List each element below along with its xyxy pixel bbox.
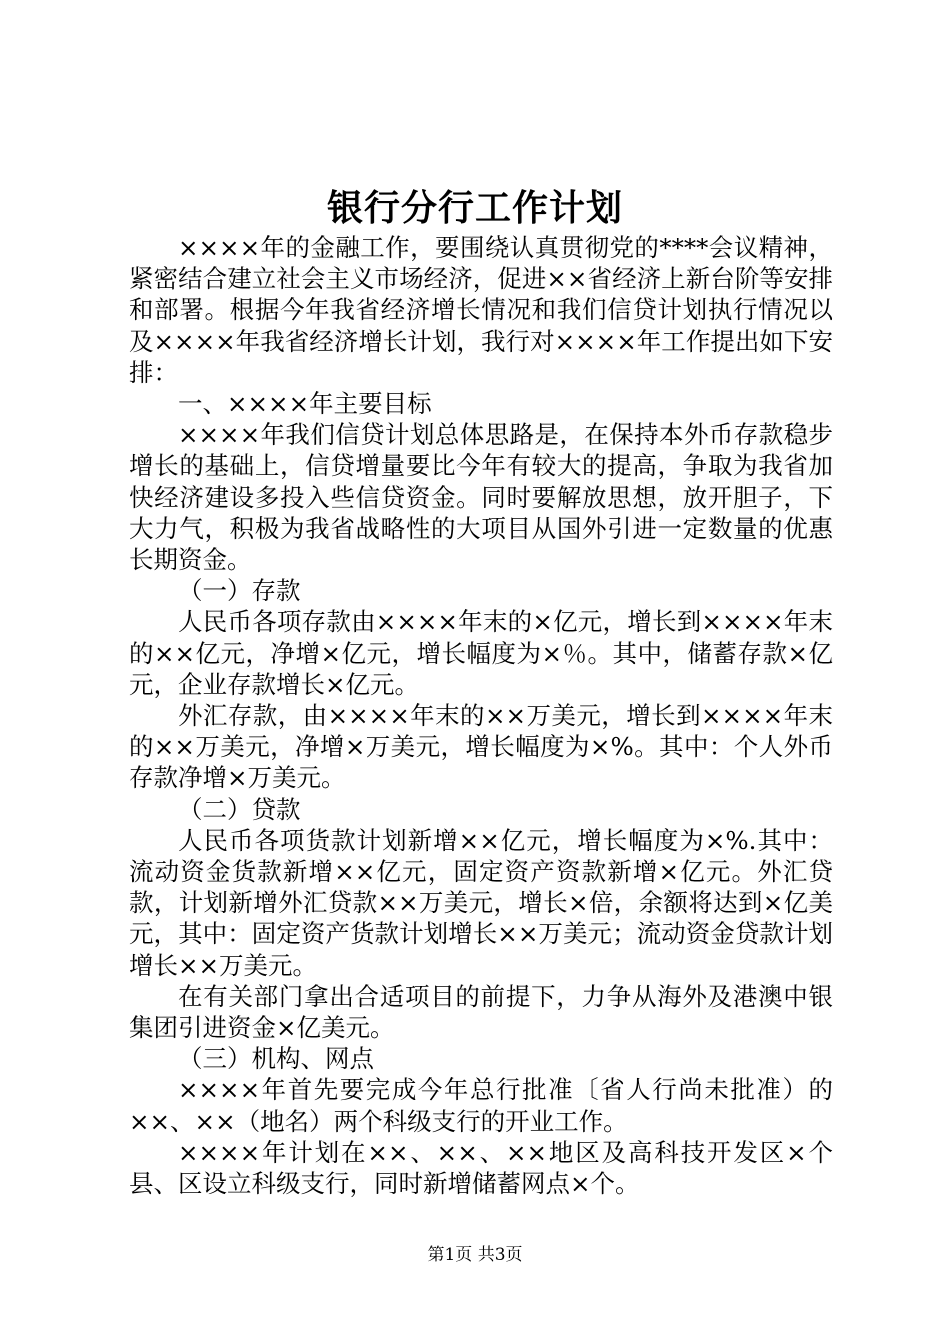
subsection-heading-deposits: （一）存款 — [178, 576, 301, 606]
funding-paragraph: 在有关部门拿出合适项目的前提下，力争从海外及港澳中银集团引进资金×亿美元。 — [129, 981, 833, 1043]
page-footer: 第1页 共3页 — [427, 1245, 523, 1265]
rmb-deposits-paragraph: 人民币各项存款由××××年末的×亿元，增长到××××年末的××亿元，净增×亿元，增长幅度为×％。其中，储蓄存款×亿元，企业存款增长×亿元。 — [129, 607, 833, 699]
loans-paragraph: 人民币各项货款计划新增××亿元，增长幅度为×%.其中：流动资金货款新增××亿元，固定资产资款新增×亿元。外汇贷款，计划新增外汇贷款××万美元，增长×倍，余额将达到×亿美元，其中：固定资产货款计划增长××万美元；流动资金贷款计划增长××万美元。 — [129, 825, 833, 980]
subsection-heading-loans: （二）贷款 — [178, 794, 301, 824]
branch-opening-paragraph: ××××年首先要完成今年总行批准〔省人行尚未批准）的××、××（地名）两个科级支行的开业工作。 — [129, 1075, 833, 1136]
document-body — [129, 232, 833, 1199]
document-title: 银行分行工作计划 — [326, 187, 623, 229]
goals-paragraph: ××××年我们信贷计划总体思路是，在保持本外币存款稳步增长的基础上，信贷增量要比今年有较大的提高，争取为我省加快经济建设多投入些信贷资金。同时要解放思想，放开胆子，下大力气，积极为我省战略性的大项目从国外引进一定数量的优惠长期资金。 — [129, 420, 833, 575]
subsection-heading-branches: （三）机构、网点 — [178, 1044, 374, 1074]
section-heading-goals: 一、××××年主要目标 — [178, 389, 432, 419]
intro-paragraph: ××××年的金融工作，要围绕认真贯彻党的****会议精神，紧密结合建立社会主义市场经济，促进××省经济上新台阶等安排和部署。根据今年我省经济增长情况和我们信贷计划执行情况以及××××年我省经济增长计划，我行对××××年工作提出如下安排： — [129, 233, 833, 387]
fx-deposits-paragraph: 外汇存款，由××××年末的××万美元，增长到××××年末的××万美元，净增×万美元，增长幅度为×%。其中：个人外币存款净增×万美元。 — [129, 701, 834, 793]
branch-plan-paragraph: ××××年计划在××、××、××地区及高科技开发区×个县、区设立科级支行，同时新增储蓄网点×个。 — [129, 1137, 833, 1199]
